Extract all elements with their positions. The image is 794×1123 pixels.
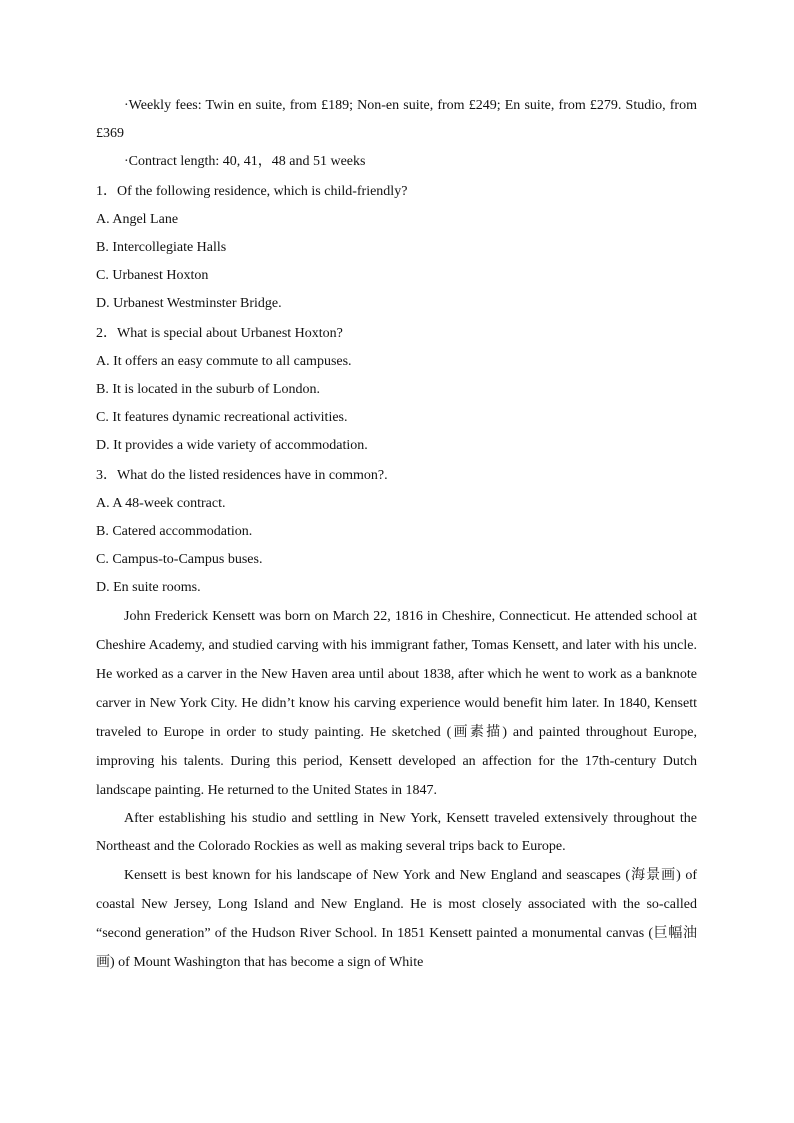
option-b: B. It is located in the suburb of London. (96, 382, 320, 397)
option-d: D. En suite rooms. (96, 580, 201, 595)
option-a: A. A 48-week contract. (96, 496, 226, 511)
option-a: A. It offers an easy commute to all campuses. (96, 354, 352, 369)
option-b: B. Intercollegiate Halls (96, 240, 227, 255)
option-c: C. It features dynamic recreational activities. (96, 410, 348, 425)
document-page (96, 92, 697, 977)
question-stem: 1．Of the following residence, which is child-friendly? (96, 184, 408, 199)
option-b: B. Catered accommodation. (96, 524, 253, 539)
question-1 (96, 178, 697, 318)
option-d: D. Urbanest Westminster Bridge. (96, 296, 282, 311)
question-2 (96, 320, 697, 460)
option-c: C. Urbanest Hoxton (96, 268, 209, 283)
passage-paragraph-1: John Frederick Kensett was born on March 22, 1816 in Cheshire, Connecticut. He attended school at Cheshire Academy, and studied carving with his immigrant father, Tomas Kensett, and later with his uncle. He worked as a carver in the New Haven area until about 1838, after which he went to work as a banknote carver in New York City. He didn’t know his carving experience would benefit him later. In 1840, Kensett traveled to Europe in order to study painting. He sketched (画素描) and painted throughout Europe, improving his talents. During this period, Kensett developed an affection for the 17th-century Dutch landscape painting. He returned to the United States in 1847. (96, 609, 697, 798)
option-d: D. It provides a wide variety of accommodation. (96, 438, 368, 453)
question-stem: 3．What do the listed residences have in common?. (96, 468, 388, 483)
weekly-fees-text: ·Weekly fees: Twin en suite, from £189; Non-en suite, from £249; En suite, from £279. Studio, from £369 (96, 98, 697, 141)
option-a: A. Angel Lane (96, 212, 179, 227)
option-c: C. Campus-to-Campus buses. (96, 552, 263, 567)
contract-length-text: ·Contract length: 40, 41，48 and 51 weeks (124, 154, 366, 169)
question-stem: 2．What is special about Urbanest Hoxton? (96, 326, 343, 341)
question-3 (96, 462, 697, 602)
passage-paragraph-3: Kensett is best known for his landscape of New York and New England and seascapes (海景画) of coastal New Jersey, Long Island and New England. He is most closely associated with the so-called “second generation” of the Hudson River School. In 1851 Kensett painted a monumental canvas (巨幅油画) of Mount Washington that has become a sign of White (96, 868, 697, 970)
passage-paragraph-2: After establishing his studio and settling in New York, Kensett traveled extensively throughout the Northeast and the Colorado Rockies as well as making several trips back to Europe. (96, 811, 697, 854)
